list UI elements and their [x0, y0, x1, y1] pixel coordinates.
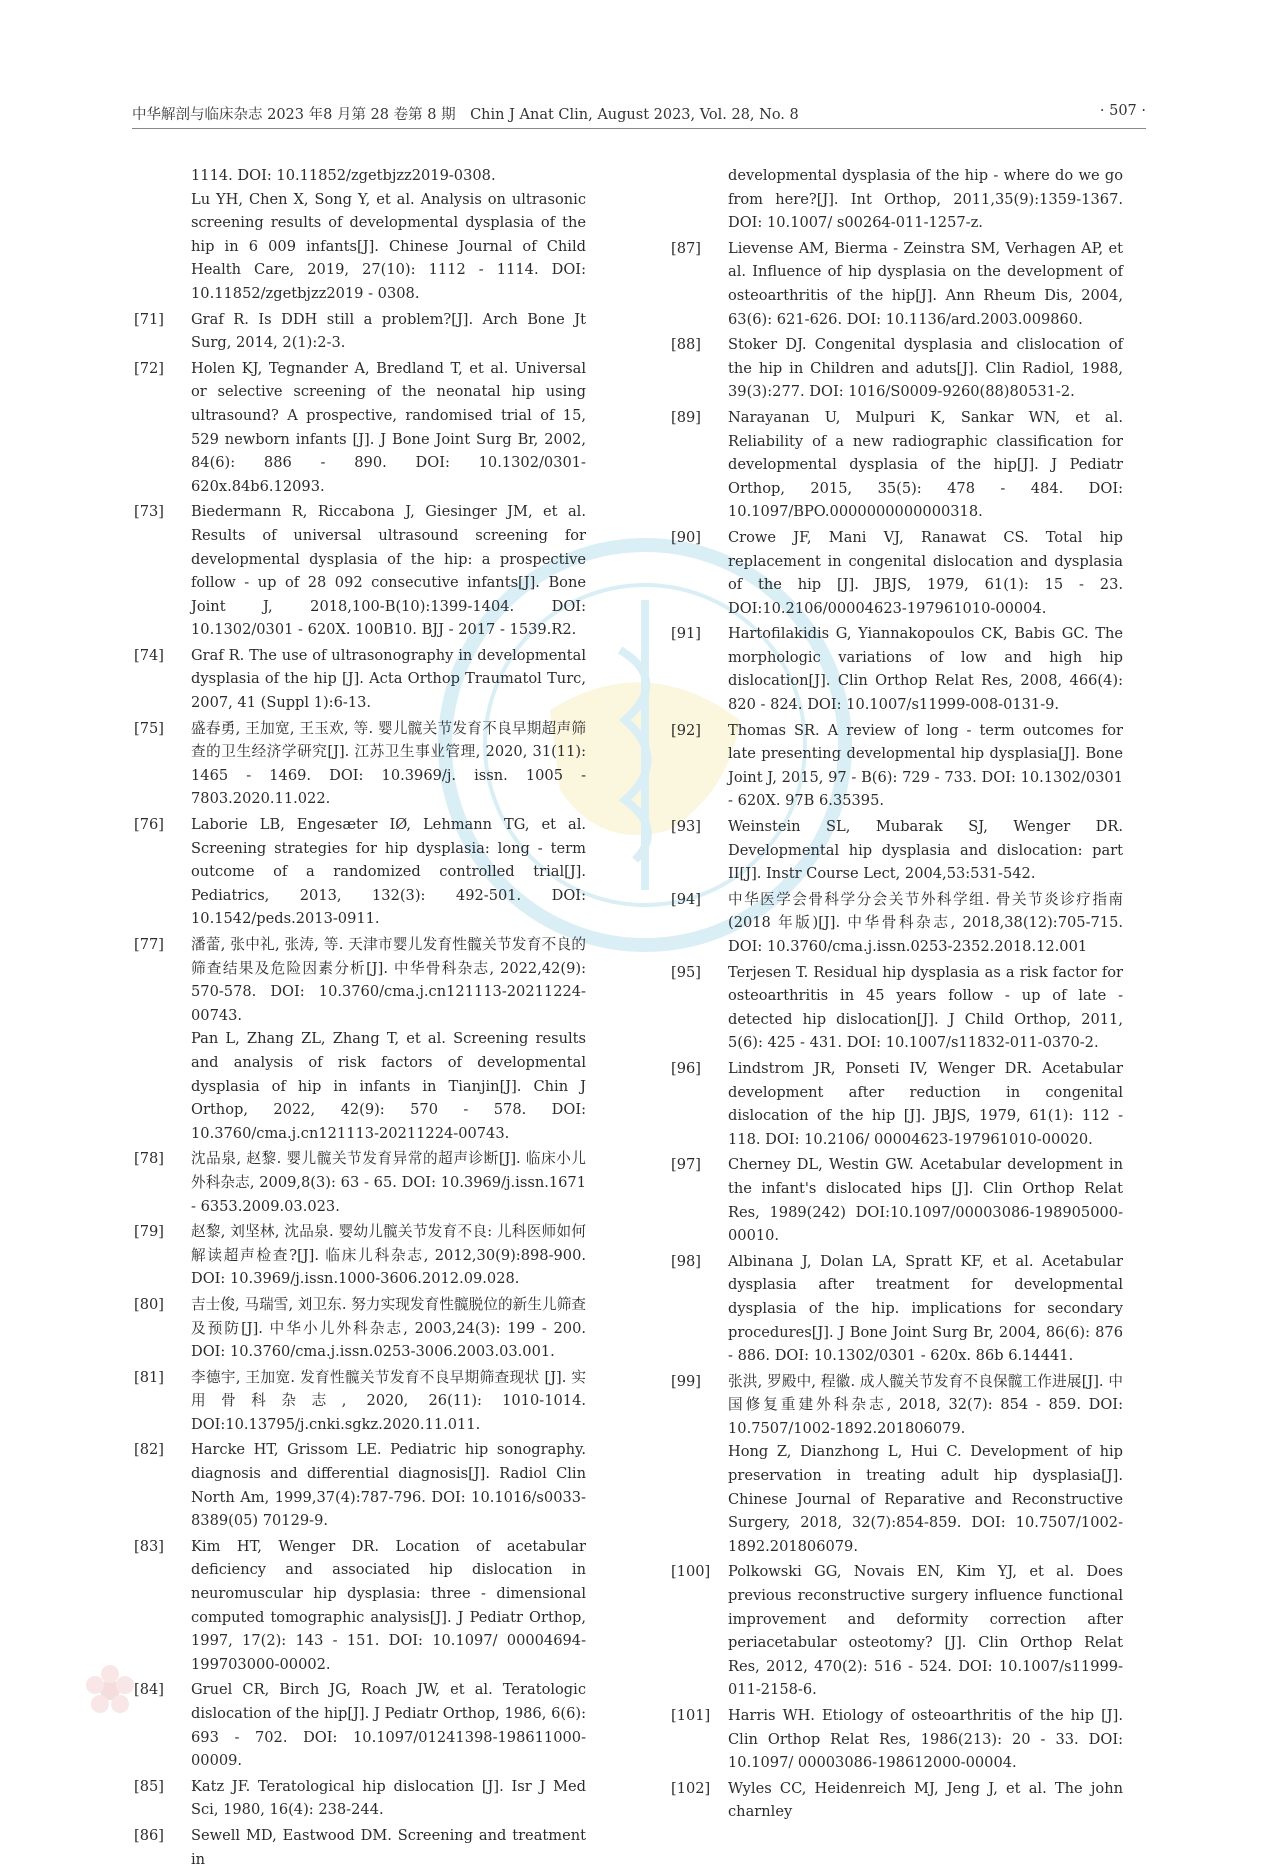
reference-item — [671, 406, 1123, 524]
reference-text — [728, 815, 1123, 886]
reference-item — [671, 888, 1123, 959]
reference-text — [191, 1678, 586, 1772]
reference-number: [98] — [671, 1252, 701, 1270]
reference-number: [81] — [134, 1368, 164, 1386]
reference-number: [74] — [134, 646, 164, 664]
reference-item — [671, 333, 1123, 404]
reference-text — [191, 933, 586, 1145]
reference-paragraph: Sewell MD, Eastwood DM. Screening and treatment in — [191, 1826, 586, 1868]
reference-paragraph: Holen KJ, Tegnander A, Bredland T, et al. Universal or selective screening of the neonatal hip using ultrasound? A prospective, randomised trial of 15, 529 newborn infants [J]. J Bone Joint Surg Br, 2002, 84(6): 886 - 890. DOI: 10.1302/0301-620x.84b6.12093. — [191, 359, 586, 495]
reference-number: [90] — [671, 528, 701, 546]
reference-text — [728, 961, 1123, 1055]
reference-text — [728, 1560, 1123, 1702]
reference-text — [728, 526, 1123, 620]
journal-header: 中华解剖与临床杂志 2023 年8 月第 28 卷第 8 期 Chin J Anat Clin, August 2023, Vol. 28, No. 8 — [132, 107, 799, 123]
reference-item — [671, 622, 1123, 716]
reference-item — [671, 719, 1123, 813]
flower-logo-icon — [80, 1660, 140, 1720]
reference-paragraph: Gruel CR, Birch JG, Roach JW, et al. Teratologic dislocation of the hip[J]. J Pediatr Orthop, 1986, 6(6): 693 - 702. DOI: 10.1097/01241398-198611000-00009. — [191, 1681, 586, 1770]
reference-text — [728, 1777, 1123, 1824]
reference-paragraph: Thomas SR. A review of long - term outcomes for late presenting developmental hip dysplasia[J]. Bone Joint J, 2015, 97 - B(6): 729 - 733. DOI: 10.1302/0301 - 620X. 97B 6.35395. — [728, 721, 1123, 810]
reference-item — [671, 961, 1123, 1055]
reference-item — [134, 717, 586, 811]
reference-text — [191, 308, 586, 355]
reference-paragraph: Albinana J, Dolan LA, Spratt KF, et al. Acetabular dysplasia after treatment for developmental dysplasia of the hip. implications for secondary procedures[J]. J Bone Joint Surg Br, 2004, 86(6): 876 - 886. DOI: 10.1302/0301 - 620x. 86b 6.14441. — [728, 1252, 1123, 1365]
reference-item — [134, 1678, 586, 1772]
reference-number: [78] — [134, 1150, 164, 1168]
reference-number: [87] — [671, 239, 701, 257]
reference-paragraph: Stoker DJ. Congenital dysplasia and clislocation of the hip in Children and aduts[J]. Clin Radiol, 1988, 39(3):277. DOI: 1016/S0009-9260(88)80531-2. — [728, 336, 1123, 401]
reference-paragraph: 赵黎, 刘坚林, 沈品泉. 婴幼儿髋关节发育不良: 儿科医师如何解读超声检查?[J]. 临床儿科杂志, 2012,30(9):898-900. DOI: 10.3969/j.issn.1000-3606.2012.09.028. — [191, 1223, 586, 1288]
reference-text — [728, 1153, 1123, 1247]
reference-paragraph: 张洪, 罗殿中, 程徽. 成人髋关节发育不良保髋工作进展[J]. 中国修复重建外科杂志, 2018, 32(7): 854 - 859. DOI: 10.7507/1002-1892.201806079. — [728, 1372, 1123, 1437]
reference-text — [191, 1147, 586, 1218]
reference-item — [671, 1777, 1123, 1824]
references-right-column — [671, 164, 1123, 1826]
reference-paragraph: 盛春勇, 王加宽, 王玉欢, 等. 婴儿髋关节发育不良早期超声筛查的卫生经济学研究[J]. 江苏卫生事业管理, 2020, 31(11): 1465 - 1469. DOI: 10.3969/j. issn. 1005 - 7803.2020.11.022. — [191, 719, 586, 808]
reference-text — [191, 1824, 586, 1871]
reference-number: [99] — [671, 1372, 701, 1390]
reference-item — [671, 1704, 1123, 1775]
reference-number: [80] — [134, 1295, 164, 1313]
reference-paragraph: Harris WH. Etiology of osteoarthritis of the hip [J]. Clin Orthop Relat Res, 1986(213): 20 - 33. DOI: 10.1097/ 00003086-198612000-00004. — [728, 1707, 1123, 1772]
reference-paragraph: Hartofilakidis G, Yiannakopoulos CK, Babis GC. The morphologic variations of low and high hip dislocation[J]. Clin Orthop Relat Res, 2008, 466(4): 820 - 824. DOI: 10.1007/s11999-008-0131-9. — [728, 625, 1123, 714]
reference-paragraph: 1114. DOI: 10.11852/zgetbjzz2019-0308. — [191, 167, 496, 184]
reference-text — [191, 500, 586, 642]
reference-paragraph: Lindstrom JR, Ponseti IV, Wenger DR. Acetabular development after reduction in congenital dislocation of the hip [J]. JBJS, 1979, 61(1): 112 - 118. DOI: 10.2106/ 00004623-197961010-00020. — [728, 1059, 1123, 1148]
reference-text — [191, 1438, 586, 1532]
reference-number: [93] — [671, 818, 701, 836]
page-number: · 507 · — [1099, 103, 1146, 119]
reference-number: [77] — [134, 936, 164, 953]
reference-number: [89] — [671, 408, 701, 426]
reference-text — [191, 644, 586, 715]
reference-paragraph: Hong Z, Dianzhong L, Hui C. Development of hip preservation in treating adult hip dysplasia[J]. Chinese Journal of Reparative and Reconstructive Surgery, 2018, 32(7):854-859. DOI: 10.7507/1002-1892.201806079. — [728, 1443, 1123, 1555]
reference-text — [191, 1775, 586, 1822]
reference-item — [671, 1370, 1123, 1559]
reference-number: [76] — [134, 816, 164, 834]
reference-number: [86] — [134, 1826, 164, 1844]
reference-paragraph: Wyles CC, Heidenreich MJ, Jeng J, et al. The john charnley — [728, 1779, 1123, 1821]
reference-item — [134, 1147, 586, 1218]
reference-text — [728, 237, 1123, 331]
reference-paragraph: Graf R. Is DDH still a problem?[J]. Arch Bone Jt Surg, 2014, 2(1):2-3. — [191, 310, 586, 352]
reference-text — [728, 622, 1123, 716]
reference-item — [134, 1293, 586, 1364]
reference-number: [71] — [134, 310, 164, 328]
reference-item — [671, 1250, 1123, 1368]
reference-paragraph: Lu YH, Chen X, Song Y, et al. Analysis on ultrasonic screening results of developmental dysplasia of the hip in 6 009 infants[J]. Chinese Journal of Child Health Care, 2019, 27(10): 1112 - 1114. DOI: 10.11852/zgetbjzz2019 - 0308. — [191, 190, 586, 302]
reference-text — [728, 888, 1123, 959]
reference-number: [97] — [671, 1156, 701, 1174]
reference-text — [191, 1535, 586, 1677]
references-left-column — [134, 164, 586, 1873]
reference-paragraph: Polkowski GG, Novais EN, Kim YJ, et al. Does previous reconstructive surgery influence functional improvement and deformity correction after periacetabular osteotomy? [J]. Clin Orthop Relat Res, 2012, 470(2): 516 - 524. DOI: 10.1007/s11999-011-2158-6. — [728, 1563, 1123, 1699]
reference-paragraph: 李德宇, 王加宽. 发育性髋关节发育不良早期筛查现状 [J]. 实用骨科杂志, 2020, 26(11): 1010-1014. DOI:10.13795/j.cnki.sgkz.2020.11.011. — [191, 1368, 586, 1433]
reference-number: [72] — [134, 359, 164, 377]
reference-paragraph: 潘蕾, 张中礼, 张涛, 等. 天津市婴儿发育性髋关节发育不良的筛查结果及危险因素分析[J]. 中华骨科杂志, 2022,42(9): 570-578. DOI: 10.3760/cma.j.cn121113-20211224-00743. — [191, 936, 586, 1024]
header-rule — [132, 128, 1146, 129]
reference-paragraph: 中华医学会骨科学分会关节外科学组. 骨关节炎诊疗指南 (2018 年版)[J]. 中华骨科杂志, 2018,38(12):705-715. DOI: 10.3760/cma.j.issn.0253-2352.2018.12.001 — [728, 890, 1123, 955]
reference-number: [95] — [671, 963, 701, 981]
reference-text — [191, 1366, 586, 1437]
reference-item — [134, 357, 586, 499]
reference-paragraph: developmental dysplasia of the hip - where do we go from here?[J]. Int Orthop, 2011,35(9):1359-1367. DOI: 10.1007/ s00264-011-1257-z. — [728, 167, 1123, 232]
reference-paragraph: 吉士俊, 马瑞雪, 刘卫东. 努力实现发育性髋脱位的新生儿筛查及预防[J]. 中华小儿外科杂志, 2003,24(3): 199 - 200. DOI: 10.3760/cma.j.issn.0253-3006.2003.03.001. — [191, 1295, 586, 1361]
reference-number: [83] — [134, 1537, 164, 1555]
reference-text — [728, 719, 1123, 813]
reference-text — [191, 1220, 586, 1291]
reference-paragraph: Kim HT, Wenger DR. Location of acetabular deficiency and associated hip dislocation in neuromuscular hip dysplasia: three - dimensional computed tomographic analysis[J]. J Pediatr Orthop, 1997, 17(2): 143 - 151. DOI: 10.1097/ 00004694-199703000-00002. — [191, 1537, 586, 1673]
reference-number: [82] — [134, 1441, 164, 1459]
reference-number: [96] — [671, 1059, 701, 1077]
reference-item — [134, 1438, 586, 1532]
reference-item — [671, 1560, 1123, 1702]
reference-paragraph: Cherney DL, Westin GW. Acetabular development in the infant's dislocated hips [J]. Clin Orthop Relat Res, 1989(242) DOI:10.1097/00003086-198905000-00010. — [728, 1156, 1123, 1245]
reference-item — [134, 1535, 586, 1677]
reference-number: [88] — [671, 336, 701, 354]
reference-text — [728, 1250, 1123, 1368]
reference-text — [728, 1704, 1123, 1775]
reference-number: [102] — [671, 1779, 711, 1797]
reference-item — [134, 644, 586, 715]
reference-paragraph: Biedermann R, Riccabona J, Giesinger JM, et al. Results of universal ultrasound screening for developmental dysplasia of the hip: a prospective follow - up of 28 092 consecutive infants[J]. Bone Joint J, 2018,100-B(10):1399-1404. DOI: 10.1302/0301 - 620X. 100B10. BJJ - 2017 - 1539.R2. — [191, 503, 586, 639]
reference-item — [134, 1775, 586, 1822]
reference-text — [191, 164, 586, 306]
reference-paragraph: Weinstein SL, Mubarak SJ, Wenger DR. Developmental hip dysplasia and dislocation: part II[J]. Instr Course Lect, 2004,53:531-542. — [728, 818, 1123, 883]
reference-number: [91] — [671, 625, 701, 643]
reference-number: [100] — [671, 1563, 711, 1581]
reference-number: [75] — [134, 719, 164, 737]
reference-paragraph: Katz JF. Teratological hip dislocation [J]. Isr J Med Sci, 1980, 16(4): 238-244. — [191, 1777, 586, 1819]
reference-number: [94] — [671, 890, 701, 908]
reference-item — [134, 1824, 586, 1871]
reference-item — [134, 1220, 586, 1291]
reference-item — [134, 813, 586, 931]
running-header — [132, 103, 1146, 124]
reference-item — [134, 308, 586, 355]
reference-text — [728, 406, 1123, 524]
reference-paragraph: Narayanan U, Mulpuri K, Sankar WN, et al. Reliability of a new radiographic classification for developmental dysplasia of the hip[J]. J Pediatr Orthop, 2015, 35(5): 478 - 484. DOI: 10.1097/BPO.0000000000000318. — [728, 408, 1123, 521]
reference-text — [191, 1293, 586, 1364]
reference-paragraph: 沈品泉, 赵黎. 婴儿髋关节发育异常的超声诊断[J]. 临床小儿外科杂志, 2009,8(3): 63 - 65. DOI: 10.3969/j.issn.1671 - 6353.2009.03.023. — [191, 1150, 586, 1215]
reference-text — [728, 1370, 1123, 1559]
reference-text — [728, 333, 1123, 404]
reference-paragraph: Graf R. The use of ultrasonography in developmental dysplasia of the hip [J]. Acta Orthop Traumatol Turc, 2007, 41 (Suppl 1):6-13. — [191, 646, 586, 712]
reference-paragraph: Lievense AM, Bierma - Zeinstra SM, Verhagen AP, et al. Influence of hip dysplasia on the development of osteoarthritis of the hip[J]. Ann Rheum Dis, 2004, 63(6): 621-626. DOI: 10.1136/ard.2003.009860. — [728, 239, 1123, 328]
reference-text — [728, 1057, 1123, 1151]
reference-number: [92] — [671, 721, 701, 739]
reference-number: [73] — [134, 503, 164, 521]
reference-item — [671, 815, 1123, 886]
reference-number: [85] — [134, 1777, 164, 1795]
reference-paragraph: Laborie LB, Engesæter IØ, Lehmann TG, et al. Screening strategies for hip dysplasia: long - term outcome of a randomized controlled trial[J]. Pediatrics, 2013, 132(3): 492-501. DOI: 10.1542/peds.2013-0911. — [191, 816, 586, 928]
reference-item — [134, 933, 586, 1145]
reference-paragraph: Pan L, Zhang ZL, Zhang T, et al. Screening results and analysis of risk factors of developmental dysplasia of hip in infants in Tianjin[J]. Chin J Orthop, 2022, 42(9): 570 - 578. DOI: 10.3760/cma.j.cn121113-20211224-00743. — [191, 1030, 586, 1142]
reference-number: [84] — [134, 1681, 164, 1699]
reference-item — [671, 1153, 1123, 1247]
reference-number: [101] — [671, 1707, 711, 1724]
reference-paragraph: Harcke HT, Grissom LE. Pediatric hip sonography. diagnosis and differential diagnosis[J]. Radiol Clin North Am, 1999,37(4):787-796. DOI: 10.1016/s0033-8389(05) 70129-9. — [191, 1441, 586, 1530]
reference-item — [671, 1057, 1123, 1151]
reference-item — [134, 1366, 586, 1437]
reference-item — [134, 164, 586, 306]
reference-item — [671, 526, 1123, 620]
reference-text — [191, 717, 586, 811]
reference-text — [728, 164, 1123, 235]
reference-item — [671, 237, 1123, 331]
reference-paragraph: Terjesen T. Residual hip dysplasia as a risk factor for osteoarthritis in 45 years follow - up of late - detected hip dislocation[J]. J Child Orthop, 2011, 5(6): 425 - 431. DOI: 10.1007/s11832-011-0370-2. — [728, 963, 1123, 1052]
reference-number: [79] — [134, 1223, 164, 1241]
reference-text — [191, 357, 586, 499]
reference-paragraph: Crowe JF, Mani VJ, Ranawat CS. Total hip replacement in congenital dislocation and dysplasia of the hip [J]. JBJS, 1979, 61(1): 15 - 23. DOI:10.2106/00004623-197961010-00004. — [728, 528, 1123, 617]
reference-text — [191, 813, 586, 931]
reference-item — [134, 500, 586, 642]
reference-item — [671, 164, 1123, 235]
